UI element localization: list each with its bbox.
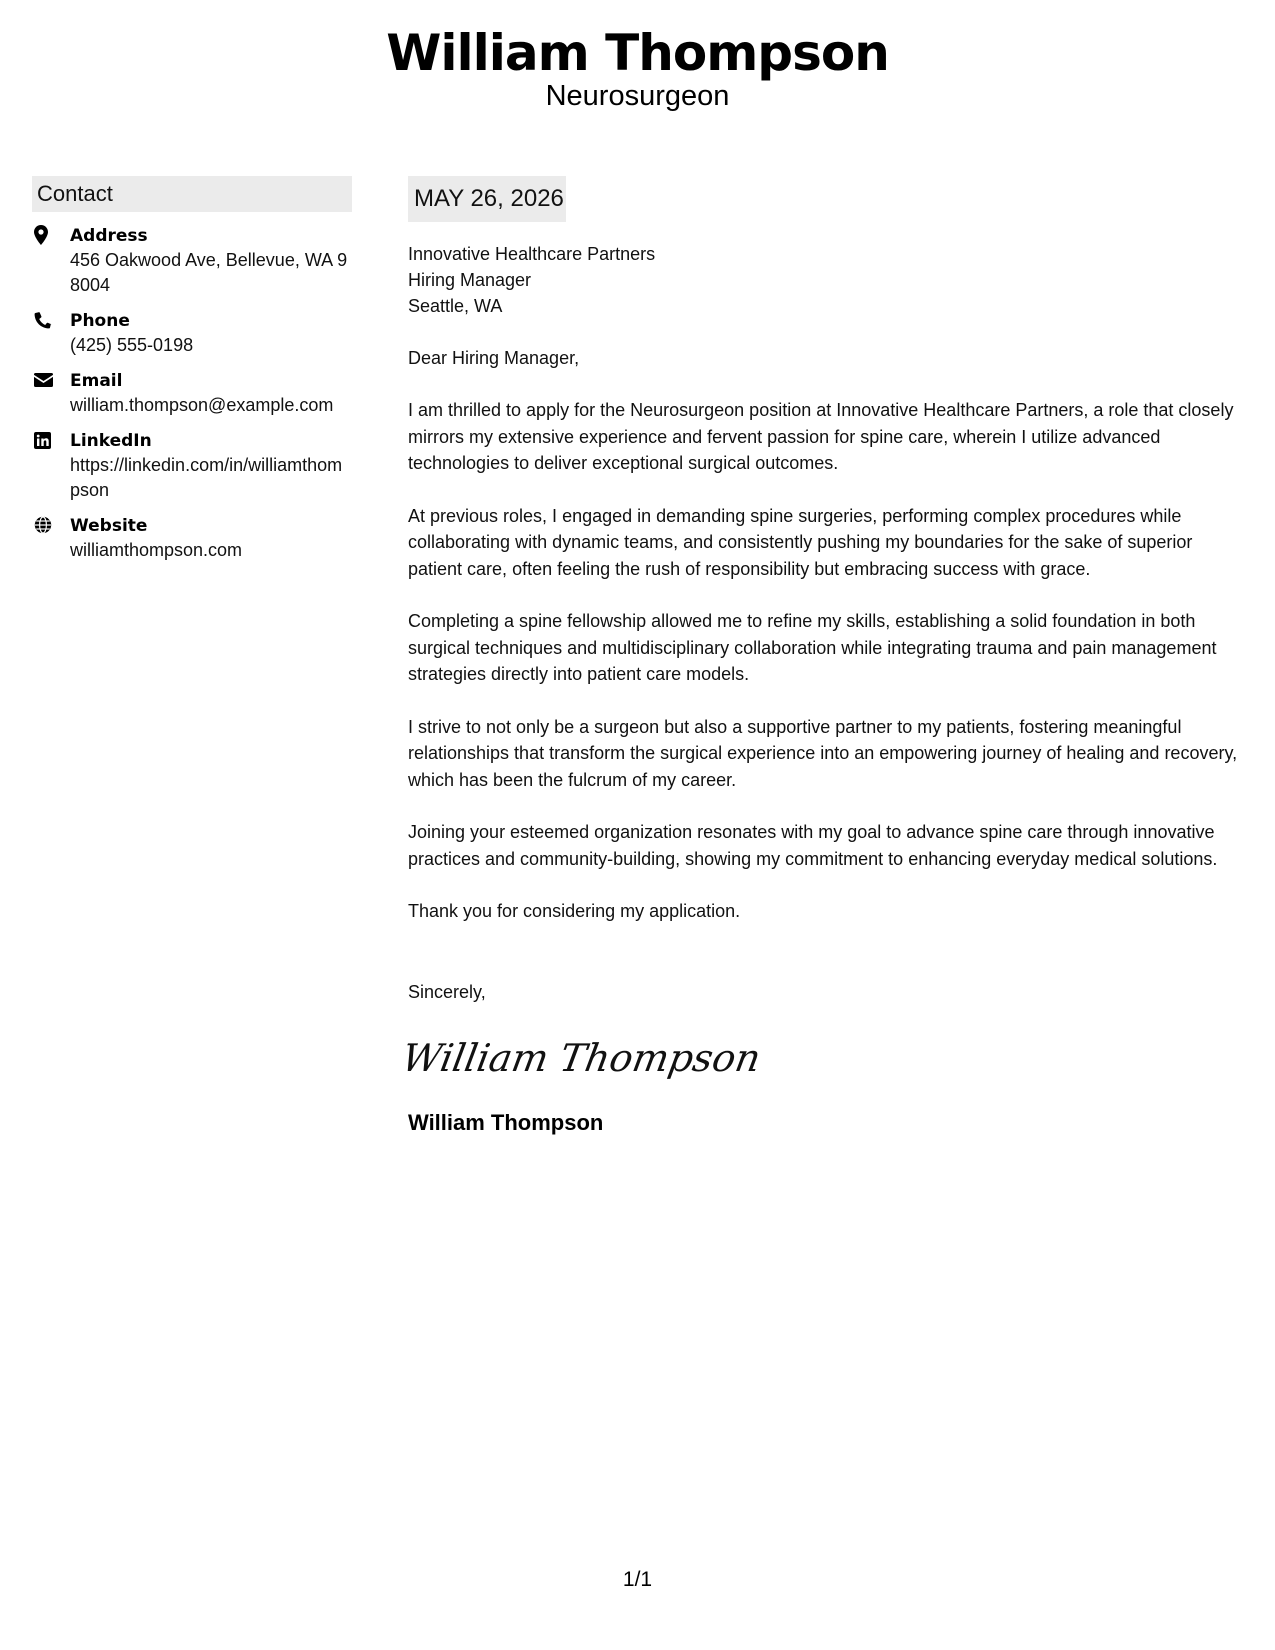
letter-paragraph: I strive to not only be a surgeon but also a supportive partner to my patients, fostering meaningful relationships that transform the surgical experience into an empowering journey of healing and recovery, which has been the fulcrum of my career. <box>408 716 1238 790</box>
page-number: 1/1 <box>622 1568 653 1591</box>
contact-list <box>32 224 352 563</box>
letter-paragraph: Joining your esteemed organization resonates with my goal to advance spine care through innovative practices and community-building, showing my commitment to enhancing everyday medical solutions. <box>408 822 1218 869</box>
phone-icon <box>32 309 70 331</box>
contact-item-website <box>32 514 352 563</box>
contact-item-email <box>32 369 352 418</box>
recipient-company: Innovative Healthcare Partners <box>408 244 656 264</box>
svg-text:William Thompson: William Thompson <box>398 1035 764 1081</box>
phone-label: Phone <box>70 311 130 331</box>
contact-sidebar <box>32 176 352 574</box>
address-label: Address <box>70 226 148 246</box>
linkedin-icon <box>32 429 70 451</box>
linkedin-label: LinkedIn <box>70 431 152 451</box>
cover-letter <box>398 176 1243 1137</box>
signer-name: William Thompson <box>408 1109 604 1135</box>
applicant-title: Neurosurgeon <box>545 80 730 112</box>
letter-paragraph: At previous roles, I engaged in demanding spine surgeries, performing complex procedures while collaborating with dynamic teams, and consistently pushing my boundaries for the sake of superior patient care, often feeling the rush of responsibility but embracing success with grace. <box>408 505 1193 579</box>
contact-section-title: Contact <box>32 176 352 212</box>
globe-icon <box>32 514 70 536</box>
email-value: william.thompson@example.com <box>70 395 334 415</box>
contact-item-linkedin <box>32 429 352 503</box>
contact-item-address <box>32 224 352 298</box>
signature-image <box>398 1027 764 1087</box>
phone-value: (425) 555-0198 <box>70 335 194 355</box>
envelope-icon <box>32 369 70 391</box>
letter-paragraph: Completing a spine fellowship allowed me to refine my skills, establishing a solid foundation in both surgical techniques and multidisciplinary collaboration while integrating trauma and pain management strategies directly into patient care models. <box>408 611 1217 684</box>
salutation: Dear Hiring Manager, <box>408 348 580 368</box>
closing: Sincerely, <box>408 981 486 1002</box>
applicant-name: William Thompson <box>386 24 889 82</box>
letter-paragraph: Thank you for considering my application. <box>408 901 741 921</box>
contact-item-phone <box>32 309 352 358</box>
resume-header <box>0 24 1275 112</box>
website-value[interactable]: williamthompson.com <box>70 540 243 560</box>
linkedin-value[interactable]: https://linkedin.com/in/williamthompson <box>70 455 343 500</box>
map-pin-icon <box>32 224 70 246</box>
letter-date: MAY 26, 2026 <box>408 176 566 222</box>
recipient-block <box>408 241 1243 319</box>
email-label: Email <box>70 371 123 391</box>
address-value: 456 Oakwood Ave, Bellevue, WA 98004 <box>70 250 348 295</box>
recipient-location: Seattle, WA <box>408 296 503 316</box>
recipient-role: Hiring Manager <box>408 270 532 290</box>
website-label: Website <box>70 516 148 536</box>
letter-paragraph: I am thrilled to apply for the Neurosurgeon position at Innovative Healthcare Partners, a role that closely mirrors my extensive experience and fervent passion for spine care, wherein I utilize advanced technologies to deliver exceptional surgical outcomes. <box>408 400 1234 473</box>
